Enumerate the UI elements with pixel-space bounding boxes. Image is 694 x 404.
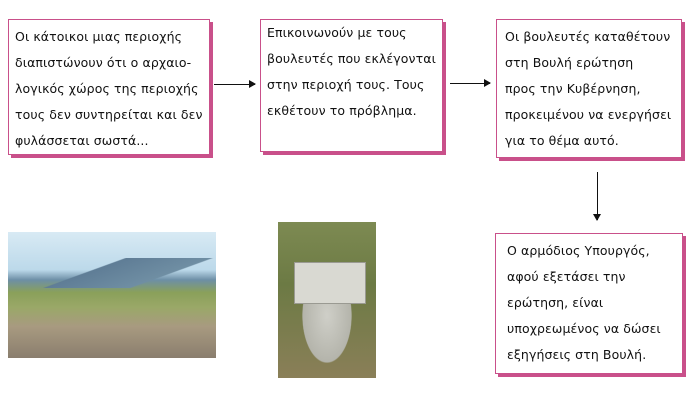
step-1-line: Οι κάτοικοι μιας περιοχής [15, 29, 183, 44]
step-box-1 [8, 19, 210, 155]
step-3-line: προς την Κυβέρνηση, [505, 81, 641, 96]
step-2-line: στην περιοχή τους. Τους [267, 77, 425, 92]
step-2-line: Επικοινωνούν με τους [267, 25, 407, 40]
step-3-line: για το θέμα αυτό. [505, 133, 619, 148]
step-1-line: φυλάσσεται σωστά... [15, 133, 149, 148]
step-1-line: διαπιστώνουν ότι ο αρχαιο- [15, 55, 192, 70]
arrow-right-1 [214, 84, 255, 85]
step-4-line: υποχρεωμένος να δώσει [507, 321, 661, 336]
step-2-line: εκθέτουν το πρόβλημα. [267, 103, 417, 118]
step-2-line: βουλευτές που εκλέγονται [267, 51, 436, 66]
step-box-3 [496, 19, 682, 158]
step-box-4 [495, 233, 683, 374]
step-1-line: λογικός χώρος της περιοχής [15, 81, 199, 96]
archaeological-site-landscape-photo [8, 232, 216, 358]
step-3-line: στη Βουλή ερώτηση [505, 55, 634, 70]
arrow-right-2 [450, 83, 490, 84]
step-3-line: προκειμένου να ενεργήσει [505, 107, 672, 122]
step-4-line: Ο αρμόδιος Υπουργός, [507, 243, 650, 258]
step-4-line: εξηγήσεις στη Βουλή. [507, 347, 647, 362]
step-box-2 [260, 19, 443, 152]
ancient-ruins-photo [278, 222, 376, 378]
step-1-line: τους δεν συντηρείται και δεν [15, 107, 203, 122]
step-4-line: ερώτηση, είναι [507, 295, 604, 310]
step-4-line: αφού εξετάσει την [507, 269, 626, 284]
step-3-line: Οι βουλευτές καταθέτουν [505, 29, 671, 44]
arrow-down [597, 172, 598, 220]
